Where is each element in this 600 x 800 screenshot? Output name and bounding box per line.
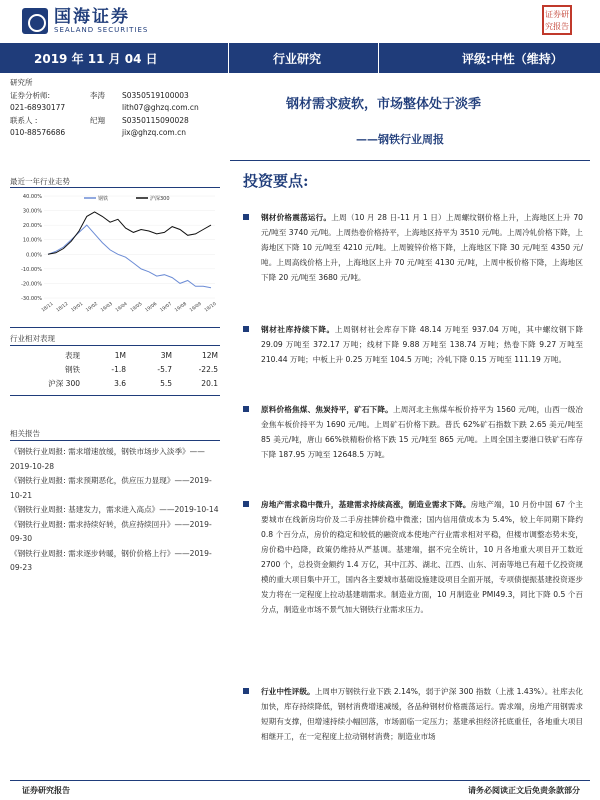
report-subtitle: ——钢铁行业周报 xyxy=(356,133,444,146)
y-tick-label: 20.00% xyxy=(22,223,42,230)
y-tick-label: 40.00% xyxy=(22,194,42,200)
list-item[interactable] xyxy=(10,547,220,576)
contact-name: 纪翔 xyxy=(90,115,105,125)
report-title: 钢材需求疲软，市场整体处于淡季 xyxy=(286,97,482,112)
x-tick-label: 18/11 xyxy=(40,301,55,314)
x-tick-label: 19/07 xyxy=(159,301,174,314)
chart-heading-rule xyxy=(10,187,220,188)
y-tick-label: 30.00% xyxy=(22,208,42,215)
square-bullet-icon xyxy=(243,501,249,507)
reports-heading: 相关报告 xyxy=(10,429,40,438)
x-tick-label: 19/05 xyxy=(129,301,144,314)
x-tick-label: 19/04 xyxy=(115,301,129,314)
footer-disclaimer: 请务必阅读正文后免责条款部分 xyxy=(468,786,580,795)
table-cell: 沪深 300 xyxy=(48,378,80,388)
report-link[interactable]: 《钢铁行业周报: 需求增速放缓，钢铁市场步入淡季》 xyxy=(10,447,190,456)
para-text: 上周申万钢铁行业下跌 2.14%，弱于沪深 300 指数（上涨 1.43%）。社库去化加快，库存持续降低，钢材消费增速减缓，各品种钢材价格震荡运行。需求端，房地产用钢需求短期有支撑，但增速持续小幅回落，市场面临一定压力；基建承担经济托底重任，各地重大项目相继开工，在一定程度上拉动钢材消费；制造业市场 xyxy=(261,687,584,741)
x-tick-label: 19/06 xyxy=(144,301,159,314)
report-date: ——2019-10-28 xyxy=(10,447,205,471)
square-bullet-icon xyxy=(243,214,249,220)
chart-heading: 最近一年行业走势 xyxy=(10,177,70,186)
report-link[interactable]: 《钢铁行业周报: 基建发力，需求进入高点》 xyxy=(10,505,160,514)
invest-paragraph xyxy=(243,402,583,462)
report-date: ——2019-10-21 xyxy=(10,476,212,500)
analyst-license: S0350519100003 xyxy=(122,90,189,100)
invest-paragraph xyxy=(243,497,583,617)
table-cell: -1.8 xyxy=(111,364,126,374)
y-tick-label: -20.00% xyxy=(21,281,42,288)
square-bullet-icon xyxy=(243,688,249,694)
report-category: 行业研究 xyxy=(273,52,322,66)
invest-paragraph xyxy=(243,210,583,285)
table-cell: 3.6 xyxy=(114,378,126,388)
table-header-row xyxy=(10,348,220,362)
y-tick-label: 0.00% xyxy=(26,252,42,259)
logo xyxy=(22,8,148,34)
perf-heading: 行业相对表现 xyxy=(10,334,55,343)
table-row xyxy=(10,362,220,376)
y-tick-label: -30.00% xyxy=(21,296,42,302)
analyst-info xyxy=(10,77,230,140)
list-item[interactable] xyxy=(10,503,220,518)
footer-left: 证券研究报告 xyxy=(22,786,70,795)
report-link[interactable]: 《钢铁行业周报: 需求逐步转暖，钢价价格上行》 xyxy=(10,548,175,558)
report-link[interactable]: 《钢铁行业周报: 需求预期恶化，供应压力显现》 xyxy=(10,476,175,485)
list-item[interactable] xyxy=(10,518,220,547)
series-line xyxy=(48,212,211,254)
report-link[interactable]: 《钢铁行业周报: 需求持续好转，供应持续回升》 xyxy=(10,519,175,529)
industry-trend-chart xyxy=(10,190,220,320)
invest-title: 投资要点: xyxy=(243,172,309,190)
perf-bottom-rule xyxy=(10,395,220,396)
report-date: ——2019-09-30 xyxy=(10,519,212,543)
square-bullet-icon xyxy=(243,326,249,332)
table-row xyxy=(10,376,220,390)
report-seal: 证券研究报告 xyxy=(542,5,572,35)
analyst-phone: 021-68930177 xyxy=(10,103,66,112)
chart-bottom-rule xyxy=(10,327,220,328)
report-rating: 评级:中性（维持） xyxy=(462,52,563,66)
reports-heading-rule xyxy=(10,440,220,441)
analyst-name: 李涛 xyxy=(90,90,105,100)
x-tick-label: 19/08 xyxy=(174,301,188,314)
table-cell: -22.5 xyxy=(198,364,218,374)
perf-heading-rule xyxy=(10,345,220,346)
list-item[interactable] xyxy=(10,474,220,503)
logo-name: 国海证券 xyxy=(54,7,130,27)
para-text: 上周（10 月 28 日-11 月 1 日）上周螺纹钢价格上升，上海地区上升 70 元/吨至 3740 元/吨。上周热卷价格持平，上海地区持平为 3510 元/吨。上周冷轧价格下降，上海地区下降 10 元/吨至 4210 元/吨。上周镀锌价格下降，上海地区下降 30 元/吨至 4350 元/吨。上周高线价格上升，上海地区上升 70 元/吨至 4130 元/吨，上周中板价格下降，上海地区下降 20 元/吨至 3680 元/吨。 xyxy=(261,213,584,282)
table-cell: 钢铁 xyxy=(65,364,80,374)
contact-phone: 010-88576686 xyxy=(10,128,66,137)
title-divider xyxy=(230,160,590,161)
para-lead: 钢材价格震荡运行。 xyxy=(261,213,332,222)
para-text: 房地产端，10 月份中国 67 个主要城市在线新房均价及二手房挂牌价稳中微涨；国内信用债成本为 5.4%，较上年同期下降约 0.8 个百分点，房价的稳定和较低的融资成本使地产行业需求相对平稳，但楼市调整态势未变，房价稳中趋降，政策仍维持从严基调。基建端，据不完全统计，10 月各地重大项目开工数近 2700 个，总投资金额约 1.4 万亿，其中江苏、湖北、江西、山东、河南等地已有超千亿投资规模的重大项目集中开工，国内各主要城市基础设施建设项目全面开展，专项债提振基建投资逐步发力将在一定程度上拉动基建端需求。制造业方面，10 月制造业 PMI49.3，同比下降 0.5 个百分点，制造业市场不景气加大钢铁行业需求压力。 xyxy=(261,500,583,614)
legend-label: 沪深300 xyxy=(150,196,170,202)
report-date: 2019 年 11 月 04 日 xyxy=(34,52,158,66)
x-tick-label: 19/02 xyxy=(85,301,99,314)
logo-icon xyxy=(22,8,48,34)
table-cell: 20.1 xyxy=(201,378,218,388)
contact-label: 联系人 : xyxy=(10,115,38,125)
x-tick-label: 19/01 xyxy=(70,301,85,314)
invest-paragraph xyxy=(243,684,583,744)
contact-email: jix@ghzq.com.cn xyxy=(122,128,186,137)
footer-rule xyxy=(10,780,590,781)
logo-english: SEALAND SECURITIES xyxy=(54,26,149,34)
analyst-email: lith07@ghzq.com.cn xyxy=(122,103,199,112)
report-date: ——2019-09-23 xyxy=(10,548,212,572)
para-lead: 钢材社库持续下降。 xyxy=(261,325,335,334)
para-lead: 房地产需求稳中微升，基建需求持续高涨，制造业需求下降。 xyxy=(261,500,471,509)
x-tick-label: 19/03 xyxy=(100,301,114,314)
y-tick-label: -10.00% xyxy=(21,266,42,273)
para-lead: 行业中性评级。 xyxy=(261,687,315,696)
report-header xyxy=(0,0,600,42)
x-tick-label: 18/12 xyxy=(55,301,70,314)
square-bullet-icon xyxy=(243,406,249,412)
related-reports xyxy=(10,445,220,576)
list-item[interactable] xyxy=(10,445,220,474)
info-bar xyxy=(0,43,600,73)
contact-license: S0350115090028 xyxy=(122,115,189,125)
table-header-cell: 3M xyxy=(160,350,172,360)
legend-label: 钢铁 xyxy=(98,196,109,202)
institute-label: 研究所 xyxy=(10,78,33,87)
x-tick-label: 19/10 xyxy=(203,301,218,314)
invest-paragraph xyxy=(243,322,583,367)
para-text: 上周河北主焦煤车板价持平为 1560 元/吨，山西一级冶金焦车板价持平为 1690 元/吨。上周矿石价格下跌。普氏 62%矿石指数下跌 2.65 美元/吨至 85 美元/吨，唐山 66%铁精粉价格下跌 15 元/吨至 865 元/吨。上周全国主要港口铁矿石库存下降 187.95 万吨至 12648.5 万吨。 xyxy=(261,405,583,459)
table-header-cell: 1M xyxy=(114,350,126,360)
table-cell: 5.5 xyxy=(160,378,172,388)
para-lead: 原料价格焦煤、焦炭持平，矿石下降。 xyxy=(261,405,393,414)
x-tick-label: 19/09 xyxy=(189,301,203,314)
para-text: 上周钢材社会库存下降 48.14 万吨至 937.04 万吨，其中螺纹钢下降 29.09 万吨至 372.17 万吨；线材下降 9.88 万吨至 138.74 万吨；热卷下降 9.27 万吨至 210.44 万吨；中板上升 0.25 万吨至 104.5 万吨；冷轧下降 0.15 万吨至 111.19 万吨。 xyxy=(261,325,584,364)
table-header-cell: 表现 xyxy=(65,350,80,360)
analyst-label: 证券分析师: xyxy=(10,90,51,100)
report-date: ——2019-10-14 xyxy=(159,505,219,514)
table-header-cell: 12M xyxy=(201,350,218,360)
table-cell: -5.7 xyxy=(157,364,172,374)
performance-table xyxy=(10,348,220,390)
y-tick-label: 10.00% xyxy=(22,237,42,244)
